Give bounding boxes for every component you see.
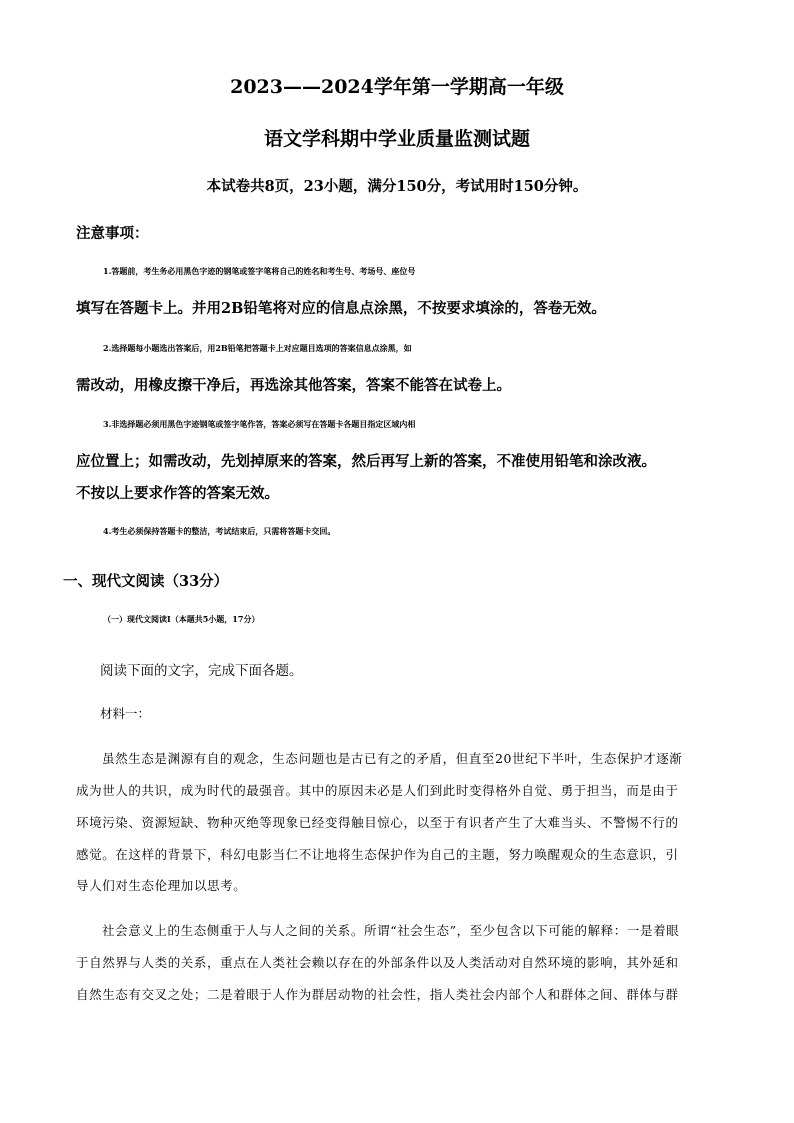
notice-item-2-line-2: 需改动，用橡皮擦干净后，再选涂其他答案，答案不能答在试卷上。	[76, 377, 511, 394]
para1-line-4: 感觉。在这样的背景下，科幻电影当仁不让地将生态保护作为自己的主题，努力唤醒观众的生态意识，引	[76, 847, 679, 862]
exam-title: 2023——2024学年第一学期高一年级	[230, 76, 564, 98]
notice-item-3-line-1: 3.非选择题必须用黑色字迹钢笔或签字笔作答，答案必须写在答题卡各题目指定区域内相	[103, 419, 416, 429]
notice-item-3-line-2: 应位置上；如需改动，先划掉原来的答案，然后再写上新的答案，不准使用铅笔和涂改液。	[76, 453, 656, 470]
section-heading: 一、现代文阅读（33分）	[63, 573, 229, 590]
notice-item-1-line-2: 填写在答题卡上。并用2B铅笔将对应的信息点涂黑，不按要求填涂的，答卷无效。	[76, 300, 606, 317]
para2-line-1: 社会意义上的生态侧重于人与人之间的关系。所谓“社会生态”，至少包含以下可能的解释：一是着眼	[102, 923, 680, 938]
para1-line-5: 导人们对生态伦理加以思考。	[76, 878, 247, 893]
notice-item-4-line-1: 4.考生必须保持答题卡的整洁，考试结束后，只需将答题卡交回。	[103, 526, 336, 536]
notice-item-2-line-1: 2.选择题每小题选出答案后，用2B铅笔把答题卡上对应题目选项的答案信息点涂黑，如	[103, 343, 412, 353]
notice-item-1-line-1: 1.答题前，考生务必用黑色字迹的钢笔或签字笔将自己的姓名和考生号、考场号、座位号	[103, 266, 416, 276]
exam-info: 本试卷共8页，23小题，满分150分，考试用时150分钟。	[206, 178, 588, 195]
subsection-heading: （一）现代文阅读Ⅰ（本题共5小题，17分）	[103, 614, 260, 624]
para1-line-2: 成为世人的共识，成为时代的最强音。其中的原因未必是人们到此时变得格外自觉、勇于担当，而是由于	[76, 783, 679, 798]
notice-item-3-line-3: 不按以上要求作答的答案无效。	[76, 485, 279, 502]
notice-heading: 注意事项：	[76, 225, 149, 242]
para1-line-1: 虽然生态是渊源有自的观念，生态问题也是古已有之的矛盾，但直至20世纪下半叶，生态保护才逐渐	[102, 751, 683, 766]
para1-line-3: 环境污染、资源短缺、物种灭绝等现象已经变得触目惊心，以至于有识者产生了大难当头、不警惕不行的	[76, 815, 679, 830]
exam-subject-title: 语文学科期中学业质量监测试题	[263, 128, 530, 150]
reading-instruction: 阅读下面的文字，完成下面各题。	[100, 663, 303, 679]
para2-line-2: 于自然界与人类的关系，重点在人类社会赖以存在的外部条件以及人类活动对自然环境的影响，其外延和	[76, 955, 679, 970]
material-label: 材料一：	[100, 706, 151, 721]
para2-line-3: 自然生态有交叉之处；二是着眼于人作为群居动物的社会性，指人类社会内部个人和群体之间、群体与群	[76, 987, 679, 1002]
